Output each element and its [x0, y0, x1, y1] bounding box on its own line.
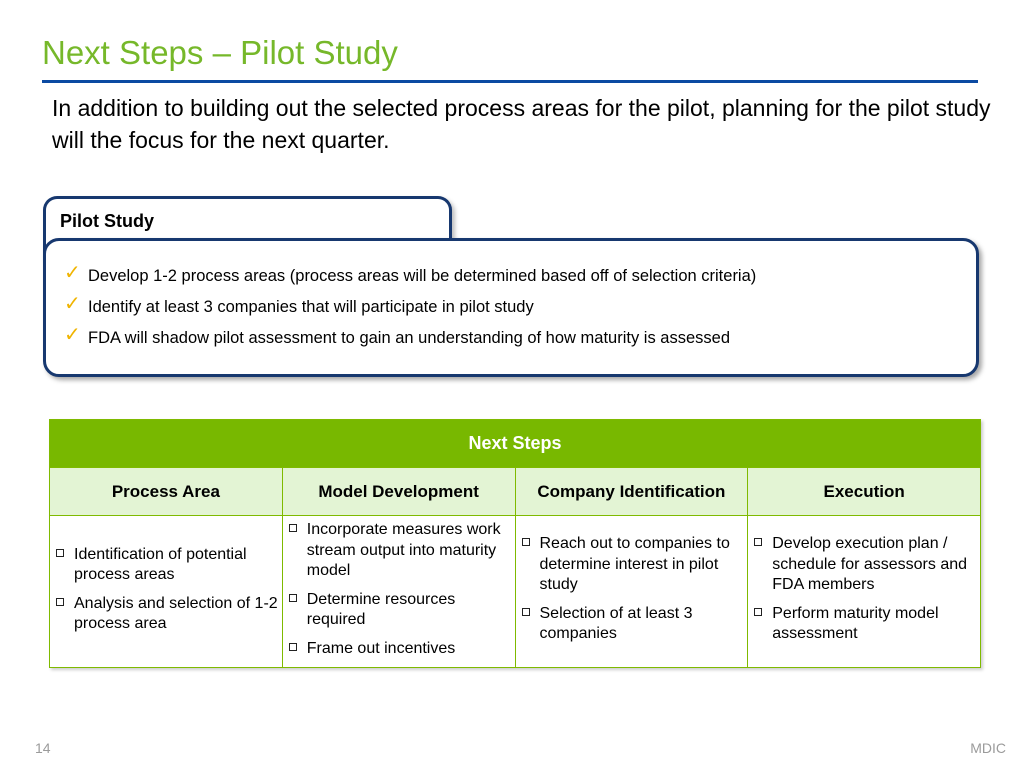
intro-text: In addition to building out the selected process areas for the pilot, planning for the pilot study will the focus for the next quarter.	[52, 95, 991, 153]
cell-company-identification	[515, 516, 748, 668]
list-item	[522, 604, 744, 645]
pilot-item	[64, 262, 757, 296]
checkbox-bullet-icon	[289, 524, 297, 532]
list-item	[522, 534, 744, 596]
pilot-item-text: FDA will shadow pilot assessment to gain an understanding of how maturity is assessed	[88, 329, 730, 347]
pilot-item	[64, 293, 756, 327]
list-item	[754, 604, 976, 645]
list-item	[289, 520, 511, 582]
list-item	[56, 594, 278, 635]
page-number: 14	[35, 740, 51, 756]
list-item-text: Determine resources required	[306, 590, 456, 628]
checkbox-bullet-icon	[289, 594, 297, 602]
next-steps-table	[49, 419, 981, 668]
pilot-item-text: Develop 1-2 process areas (process areas will be determined based off of selection criteria)	[88, 267, 757, 285]
organization-label: MDIC	[970, 740, 1006, 756]
cell-process-area	[50, 516, 283, 668]
pilot-item	[64, 324, 756, 358]
cell-model-development	[282, 516, 515, 668]
list-item-text: Reach out to companies to determine interest in pilot study	[539, 535, 730, 594]
check-icon: ✓	[64, 324, 81, 346]
column-header-execution: Execution	[748, 468, 981, 516]
pilot-study-list	[64, 262, 757, 358]
title-divider	[42, 80, 978, 83]
list-item-text: Incorporate measures work stream output into maturity model	[306, 521, 501, 579]
checkbox-bullet-icon	[522, 608, 530, 616]
cell-execution	[748, 516, 981, 668]
list-item	[754, 534, 976, 596]
column-header-process-area: Process Area	[50, 468, 283, 516]
column-header-company-identification: Company Identification	[515, 468, 748, 516]
column-header-model-development: Model Development	[282, 468, 515, 516]
page-title: Next Steps – Pilot Study	[42, 34, 398, 71]
checkbox-bullet-icon	[56, 598, 64, 606]
checkbox-bullet-icon	[522, 538, 530, 546]
list-item-text: Analysis and selection of 1-2 process area	[74, 594, 278, 632]
list-item-text: Frame out incentives	[306, 639, 456, 657]
list-item-text: Develop execution plan / schedule for assessors and FDA members	[772, 535, 968, 594]
pilot-study-label: Pilot Study	[60, 211, 154, 231]
list-item-text: Selection of at least 3 companies	[539, 604, 693, 643]
checkbox-bullet-icon	[754, 538, 762, 546]
check-icon: ✓	[64, 293, 81, 315]
list-item	[289, 590, 511, 631]
checkbox-bullet-icon	[754, 608, 762, 616]
checkbox-bullet-icon	[289, 643, 297, 651]
pilot-study-box	[43, 238, 979, 377]
list-item	[289, 639, 511, 660]
check-icon: ✓	[64, 262, 81, 284]
list-item-text: Perform maturity model assessment	[772, 604, 939, 643]
pilot-item-text: Identify at least 3 companies that will participate in pilot study	[88, 298, 534, 316]
next-steps-header: Next Steps	[50, 420, 981, 468]
list-item	[56, 545, 278, 586]
list-item-text: Identification of potential process areas	[74, 545, 247, 583]
checkbox-bullet-icon	[56, 549, 64, 557]
